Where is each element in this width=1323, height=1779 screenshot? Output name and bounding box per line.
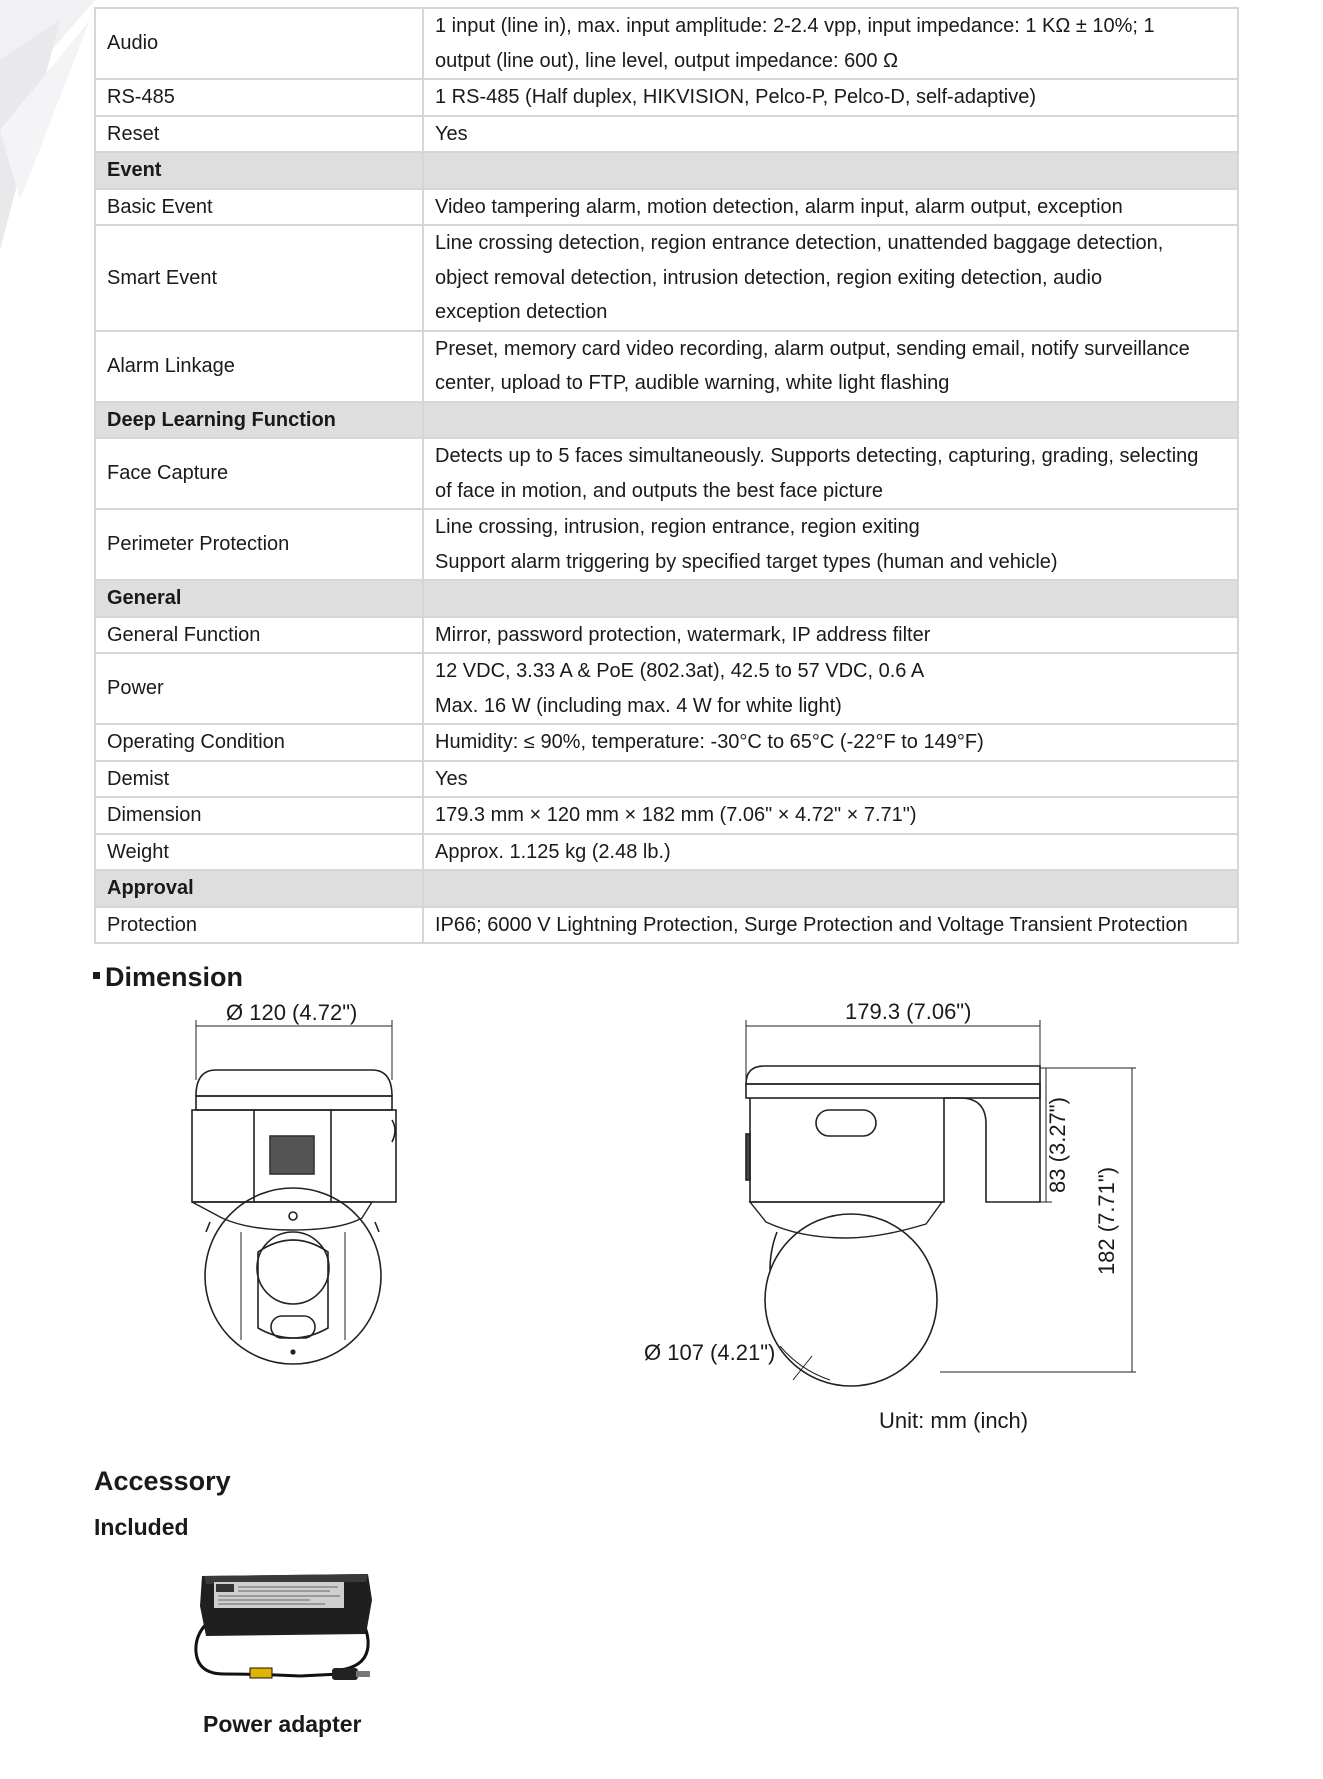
- included-subheading: Included: [94, 1514, 189, 1540]
- spec-key: General Function: [95, 617, 423, 654]
- spec-value-line: Preset, memory card video recording, alarm output, sending email, notify surveillance: [435, 337, 1190, 360]
- spec-value-line: Detects up to 5 faces simultaneously. Supports detecting, capturing, grading, selecting: [435, 445, 1199, 467]
- spec-value-line: Support alarm triggering by specified target types (human and vehicle): [435, 550, 1058, 573]
- dome-diameter-label: Ø 107 (4.21"): [644, 1340, 776, 1365]
- spec-value-line: 1 RS-485 (Half duplex, HIKVISION, Pelco-P, Pelco-D, self-adaptive): [435, 86, 1036, 108]
- spec-value-line: Yes: [435, 122, 468, 145]
- spec-value-line: of face in motion, and outputs the best face picture: [435, 479, 884, 502]
- side-width-label: 179.3 (7.06"): [845, 999, 972, 1024]
- spec-key: Smart Event: [95, 225, 423, 331]
- spec-key: Weight: [95, 834, 423, 871]
- spec-key: Reset: [95, 116, 423, 153]
- spec-value-line: object removal detection, intrusion detection, region exiting detection, audio: [435, 266, 1103, 289]
- dimension-heading: Dimension: [93, 962, 243, 993]
- spec-value-line: output (line out), line level, output impedance: 600 Ω: [435, 49, 899, 72]
- unit-label: Unit: mm (inch): [879, 1408, 1029, 1433]
- category-label: Event: [95, 152, 423, 189]
- spec-value-line: IP66; 6000 V Lightning Protection, Surge Protection and Voltage Transient Protection: [435, 913, 1188, 936]
- spec-value-line: Approx. 1.125 kg (2.48 lb.): [435, 840, 671, 863]
- spec-value-line: exception detection: [435, 301, 608, 323]
- power-adapter-image: [190, 1570, 380, 1700]
- spec-key: Demist: [95, 761, 423, 798]
- spec-value-line: Yes: [435, 767, 468, 790]
- spec-value-line: Line crossing detection, region entrance detection, unattended baggage detection,: [435, 232, 1164, 254]
- upper-height-label: 83 (3.27"): [1044, 1097, 1070, 1193]
- spec-key: RS-485: [95, 79, 423, 116]
- category-label: General: [95, 580, 423, 617]
- spec-value-line: center, upload to FTP, audible warning, white light flashing: [435, 372, 950, 394]
- spec-key: Alarm Linkage: [95, 331, 423, 402]
- accessory-heading: Accessory: [94, 1466, 231, 1496]
- spec-value-line: Mirror, password protection, watermark, IP address filter: [435, 623, 931, 646]
- spec-value-line: Video tampering alarm, motion detection, alarm input, alarm output, exception: [435, 195, 1123, 218]
- category-label: Approval: [95, 870, 423, 907]
- spec-value-line: 179.3 mm × 120 mm × 182 mm (7.06" × 4.72" × 7.71"): [435, 804, 917, 826]
- spec-key: Operating Condition: [95, 724, 423, 761]
- power-adapter-caption: Power adapter: [203, 1711, 362, 1737]
- spec-key: Basic Event: [95, 189, 423, 226]
- spec-key: Audio: [95, 8, 423, 79]
- spec-value-line: Humidity: ≤ 90%, temperature: -30°C to 65°C (-22°F to 149°F): [435, 731, 984, 753]
- spec-key: Protection: [95, 907, 423, 944]
- front-view-drawing: [192, 1020, 396, 1364]
- spec-value-line: Line crossing, intrusion, region entrance, region exiting: [435, 516, 920, 538]
- spec-value-line: 12 VDC, 3.33 A & PoE (802.3at), 42.5 to 57 VDC, 0.6 A: [435, 660, 925, 682]
- spec-key: Face Capture: [95, 438, 423, 509]
- spec-key: Perimeter Protection: [95, 509, 423, 580]
- spec-value-line: Max. 16 W (including max. 4 W for white light): [435, 694, 842, 717]
- total-height-label: 182 (7.71"): [1094, 1166, 1120, 1276]
- spec-key: Dimension: [95, 797, 423, 834]
- side-view-drawing: [746, 1020, 1136, 1386]
- category-label: Deep Learning Function: [95, 402, 423, 439]
- front-width-label: Ø 120 (4.72"): [226, 1000, 358, 1025]
- spec-value-line: 1 input (line in), max. input amplitude: 2-2.4 vpp, input impedance: 1 KΩ ± 10%; 1: [435, 15, 1155, 37]
- spec-key: Power: [95, 653, 423, 724]
